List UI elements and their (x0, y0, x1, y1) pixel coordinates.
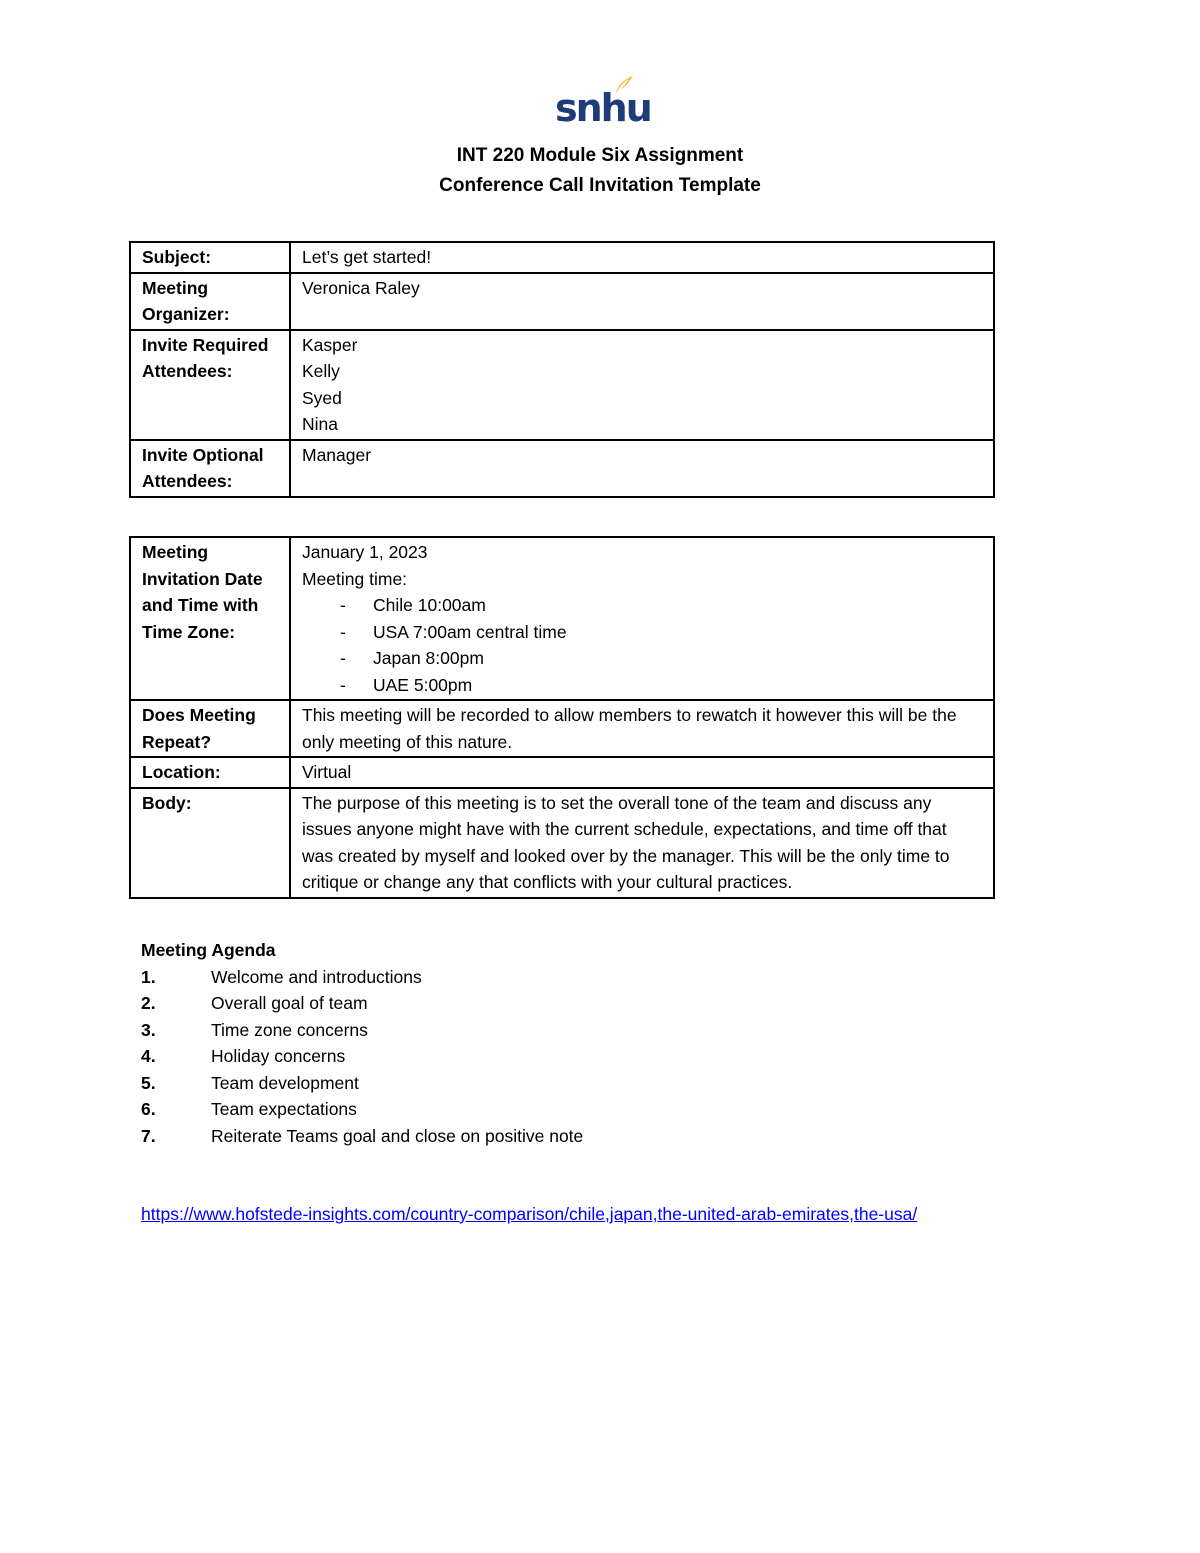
attendee: Kasper (302, 334, 358, 355)
required-attendees-label: Invite Required Attendees: (130, 330, 290, 440)
required-attendees-value (290, 330, 994, 440)
subject-value: Let’s get started! (290, 242, 994, 273)
agenda-item: 1. Welcome and introductions (141, 966, 422, 987)
time-zone-item: - UAE 5:00pm (340, 674, 473, 695)
meeting-details-table (129, 536, 995, 899)
time-zone-item: - USA 7:00am central time (340, 621, 567, 642)
body-row (130, 788, 994, 898)
time-zone-item: - Japan 8:00pm (340, 648, 484, 668)
optional-attendees-row (130, 440, 994, 497)
datetime-row (130, 537, 994, 700)
page-subtitle: Conference Call Invitation Template (439, 175, 761, 196)
agenda-item: 5. Team development (141, 1072, 359, 1093)
time-zone-item: - Chile 10:00am (340, 595, 486, 615)
repeat-label: Does Meeting Repeat? (130, 700, 290, 757)
organizer-row (130, 273, 994, 330)
subject-label: Subject: (130, 242, 290, 273)
meeting-time-heading: Meeting time: (302, 568, 408, 589)
attendee: Syed (302, 387, 342, 408)
page-title: INT 220 Module Six Assignment (456, 145, 744, 166)
repeat-row (130, 700, 994, 757)
location-row (130, 757, 994, 788)
agenda-item: 3. Time zone concerns (141, 1019, 368, 1040)
agenda-heading: Meeting Agenda (141, 940, 276, 960)
datetime-label: Meeting Invitation Date and Time with Time Zone: (130, 537, 290, 700)
body-label: Body: (130, 788, 290, 898)
datetime-value (290, 537, 994, 700)
attendee: Kelly (302, 361, 340, 381)
organizer-value: Veronica Raley (290, 273, 994, 330)
optional-attendees-value: Manager (290, 440, 994, 497)
snhu-logo (555, 72, 651, 132)
attendee: Nina (302, 414, 338, 434)
subject-row (130, 242, 994, 273)
invitation-table (129, 241, 995, 498)
meeting-agenda (141, 937, 1041, 1149)
location-value: Virtual (290, 757, 994, 788)
body-value: The purpose of this meeting is to set the overall tone of the team and discuss any issues anyone might have with the current schedule, expectations, and time off that was created by myself and looked over by the manager. This will be the only time to critique or change any that conflicts with your cultural practices. (290, 788, 994, 898)
meeting-date: January 1, 2023 (302, 542, 428, 562)
agenda-item: 6. Team expectations (141, 1099, 357, 1119)
hofstede-insights-link[interactable]: https://www.hofstede-insights.com/country-comparison/chile,japan,the-united-arab-emirates,the-usa/ (141, 1204, 918, 1224)
organizer-label: Meeting Organizer: (130, 273, 290, 330)
location-label: Location: (130, 757, 290, 788)
repeat-value: This meeting will be recorded to allow members to rewatch it however this will be the only meeting of this nature. (290, 700, 994, 757)
agenda-item: 2. Overall goal of team (141, 993, 368, 1013)
required-attendees-row (130, 330, 994, 440)
logo-wordmark: snhu (555, 86, 651, 130)
agenda-item: 7. Reiterate Teams goal and close on positive note (141, 1125, 584, 1146)
agenda-item: 4. Holiday concerns (141, 1046, 346, 1066)
optional-attendees-label: Invite Optional Attendees: (130, 440, 290, 497)
